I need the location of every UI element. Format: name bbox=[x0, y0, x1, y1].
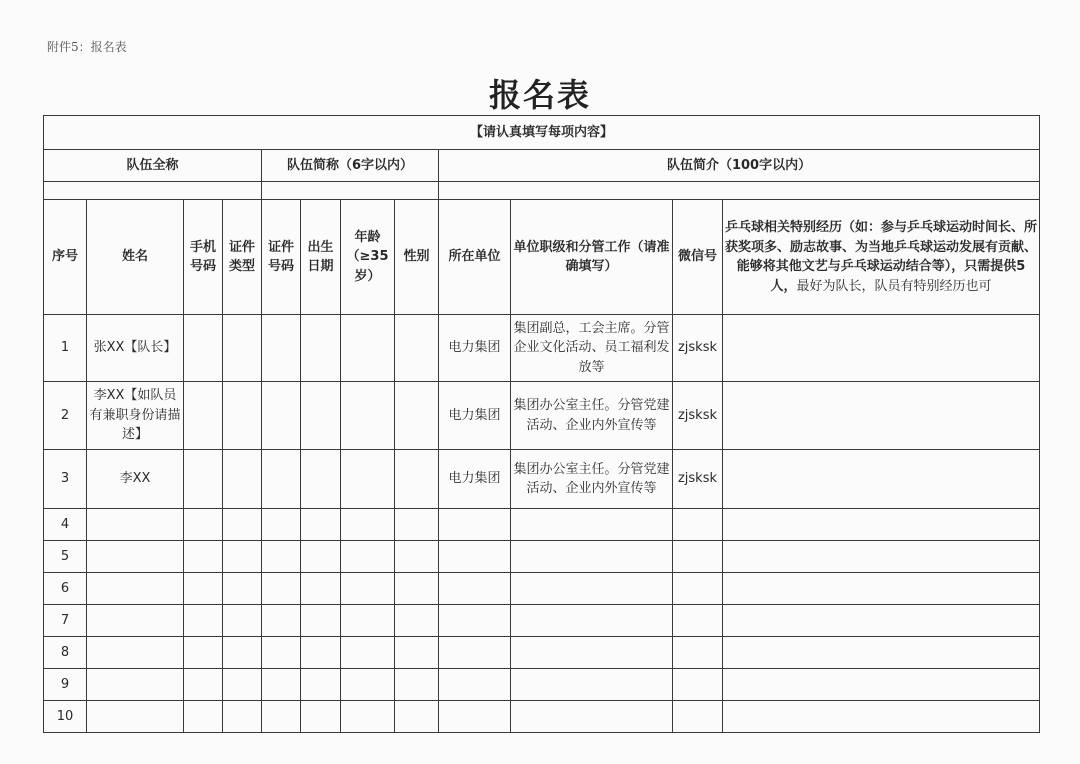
page-title: 报名表 bbox=[488, 76, 591, 114]
row-id-type[interactable] bbox=[223, 637, 262, 669]
row-name[interactable] bbox=[87, 573, 184, 605]
row-age[interactable] bbox=[341, 605, 395, 637]
attachment-label: 附件5：报名表 bbox=[47, 40, 127, 54]
table-row bbox=[44, 605, 1040, 637]
team-short-name-field[interactable] bbox=[262, 182, 439, 200]
team-intro-label: 队伍简介（100字以内） bbox=[439, 150, 1040, 182]
header-id-type: 证件类型 bbox=[223, 200, 262, 315]
header-seq: 序号 bbox=[44, 200, 87, 315]
header-age: 年龄（≥35岁） bbox=[341, 200, 395, 315]
row-position[interactable]: 集团副总，工会主席。分管企业文化活动、员工福利发放等 bbox=[511, 315, 673, 382]
table-row bbox=[44, 701, 1040, 733]
row-wechat[interactable] bbox=[673, 605, 723, 637]
row-unit[interactable]: 电力集团 bbox=[439, 382, 511, 450]
table-row bbox=[44, 573, 1040, 605]
row-dob[interactable] bbox=[301, 450, 341, 509]
row-name[interactable] bbox=[87, 637, 184, 669]
row-age[interactable] bbox=[341, 701, 395, 733]
row-seq: 9 bbox=[44, 669, 87, 701]
row-seq: 2 bbox=[44, 382, 87, 450]
row-dob[interactable] bbox=[301, 573, 341, 605]
row-name[interactable] bbox=[87, 541, 184, 573]
row-name[interactable]: 李XX bbox=[87, 450, 184, 509]
row-wechat[interactable] bbox=[673, 573, 723, 605]
row-seq: 7 bbox=[44, 605, 87, 637]
row-wechat[interactable] bbox=[673, 509, 723, 541]
row-gender[interactable] bbox=[395, 605, 439, 637]
row-id-type[interactable] bbox=[223, 509, 262, 541]
header-dob: 出生日期 bbox=[301, 200, 341, 315]
header-unit: 所在单位 bbox=[439, 200, 511, 315]
row-dob[interactable] bbox=[301, 669, 341, 701]
row-age[interactable] bbox=[341, 637, 395, 669]
row-id-no[interactable] bbox=[262, 509, 301, 541]
notice-banner: 【请认真填写每项内容】 bbox=[44, 116, 1040, 150]
row-position[interactable] bbox=[511, 605, 673, 637]
row-unit[interactable] bbox=[439, 605, 511, 637]
row-id-no[interactable] bbox=[262, 573, 301, 605]
row-seq: 6 bbox=[44, 573, 87, 605]
row-experience[interactable] bbox=[723, 382, 1040, 450]
row-id-type[interactable] bbox=[223, 450, 262, 509]
row-name[interactable]: 张XX【队长】 bbox=[87, 315, 184, 382]
row-wechat[interactable] bbox=[673, 541, 723, 573]
row-phone[interactable] bbox=[184, 637, 223, 669]
table-row bbox=[44, 509, 1040, 541]
row-name[interactable]: 李XX【如队员有兼职身份请描述】 bbox=[87, 382, 184, 450]
row-phone[interactable] bbox=[184, 382, 223, 450]
header-experience bbox=[723, 200, 1040, 315]
row-age[interactable] bbox=[341, 509, 395, 541]
header-id-no: 证件号码 bbox=[262, 200, 301, 315]
row-wechat[interactable] bbox=[673, 701, 723, 733]
row-phone[interactable] bbox=[184, 541, 223, 573]
row-seq: 5 bbox=[44, 541, 87, 573]
row-seq: 1 bbox=[44, 315, 87, 382]
row-wechat[interactable]: zjsksk bbox=[673, 315, 723, 382]
row-experience[interactable] bbox=[723, 669, 1040, 701]
row-age[interactable] bbox=[341, 541, 395, 573]
row-id-no[interactable] bbox=[262, 637, 301, 669]
row-dob[interactable] bbox=[301, 701, 341, 733]
row-id-type[interactable] bbox=[223, 669, 262, 701]
row-id-no[interactable] bbox=[262, 382, 301, 450]
row-name[interactable] bbox=[87, 509, 184, 541]
row-unit[interactable] bbox=[439, 669, 511, 701]
row-gender[interactable] bbox=[395, 382, 439, 450]
row-id-type[interactable] bbox=[223, 382, 262, 450]
row-age[interactable] bbox=[341, 382, 395, 450]
row-gender[interactable] bbox=[395, 315, 439, 382]
table-row bbox=[44, 450, 1040, 509]
row-position[interactable] bbox=[511, 669, 673, 701]
row-phone[interactable] bbox=[184, 701, 223, 733]
row-age[interactable] bbox=[341, 669, 395, 701]
row-position[interactable] bbox=[511, 701, 673, 733]
row-id-no[interactable] bbox=[262, 605, 301, 637]
row-unit[interactable]: 电力集团 bbox=[439, 315, 511, 382]
table-row bbox=[44, 315, 1040, 382]
row-experience[interactable] bbox=[723, 315, 1040, 382]
row-phone[interactable] bbox=[184, 669, 223, 701]
row-seq: 3 bbox=[44, 450, 87, 509]
table-row bbox=[44, 637, 1040, 669]
row-gender[interactable] bbox=[395, 701, 439, 733]
row-gender[interactable] bbox=[395, 669, 439, 701]
row-id-no[interactable] bbox=[262, 541, 301, 573]
team-full-name-field[interactable] bbox=[44, 182, 262, 200]
header-phone: 手机号码 bbox=[184, 200, 223, 315]
row-gender[interactable] bbox=[395, 509, 439, 541]
row-name[interactable] bbox=[87, 605, 184, 637]
header-gender: 性别 bbox=[395, 200, 439, 315]
row-unit[interactable] bbox=[439, 541, 511, 573]
row-id-type[interactable] bbox=[223, 541, 262, 573]
header-experience-note: 最好为队长，队员有特别经历也可 bbox=[796, 278, 992, 294]
row-id-type[interactable] bbox=[223, 605, 262, 637]
row-id-type[interactable] bbox=[223, 573, 262, 605]
row-id-no[interactable] bbox=[262, 450, 301, 509]
row-id-no[interactable] bbox=[262, 701, 301, 733]
row-age[interactable] bbox=[341, 573, 395, 605]
row-position[interactable] bbox=[511, 541, 673, 573]
row-experience[interactable] bbox=[723, 701, 1040, 733]
row-phone[interactable] bbox=[184, 605, 223, 637]
row-position[interactable] bbox=[511, 637, 673, 669]
row-dob[interactable] bbox=[301, 605, 341, 637]
row-position[interactable]: 集团办公室主任。分管党建活动、企业内外宣传等 bbox=[511, 382, 673, 450]
table-row bbox=[44, 382, 1040, 450]
row-phone[interactable] bbox=[184, 315, 223, 382]
table-row bbox=[44, 669, 1040, 701]
team-intro-field[interactable] bbox=[439, 182, 1040, 200]
row-dob[interactable] bbox=[301, 637, 341, 669]
header-position: 单位职级和分管工作（请准确填写） bbox=[511, 200, 673, 315]
row-unit[interactable] bbox=[439, 573, 511, 605]
row-experience[interactable] bbox=[723, 637, 1040, 669]
row-dob[interactable] bbox=[301, 382, 341, 450]
row-position[interactable] bbox=[511, 573, 673, 605]
row-experience[interactable] bbox=[723, 605, 1040, 637]
row-gender[interactable] bbox=[395, 637, 439, 669]
row-unit[interactable] bbox=[439, 701, 511, 733]
row-id-type[interactable] bbox=[223, 701, 262, 733]
row-experience[interactable] bbox=[723, 573, 1040, 605]
row-experience[interactable] bbox=[723, 541, 1040, 573]
team-full-name-label: 队伍全称 bbox=[44, 150, 262, 182]
registration-table bbox=[43, 115, 1040, 733]
row-name[interactable] bbox=[87, 669, 184, 701]
row-seq: 10 bbox=[44, 701, 87, 733]
row-dob[interactable] bbox=[301, 315, 341, 382]
table-row bbox=[44, 541, 1040, 573]
row-age[interactable] bbox=[341, 450, 395, 509]
row-dob[interactable] bbox=[301, 509, 341, 541]
row-id-type[interactable] bbox=[223, 315, 262, 382]
row-seq: 8 bbox=[44, 637, 87, 669]
row-age[interactable] bbox=[341, 315, 395, 382]
row-id-no[interactable] bbox=[262, 315, 301, 382]
row-wechat[interactable] bbox=[673, 669, 723, 701]
row-name[interactable] bbox=[87, 701, 184, 733]
row-experience[interactable] bbox=[723, 509, 1040, 541]
row-gender[interactable] bbox=[395, 450, 439, 509]
row-unit[interactable]: 电力集团 bbox=[439, 450, 511, 509]
header-name: 姓名 bbox=[87, 200, 184, 315]
row-unit[interactable] bbox=[439, 509, 511, 541]
team-short-name-label: 队伍简称（6字以内） bbox=[262, 150, 439, 182]
row-position[interactable] bbox=[511, 509, 673, 541]
row-gender[interactable] bbox=[395, 573, 439, 605]
row-wechat[interactable]: zjsksk bbox=[673, 382, 723, 450]
row-unit[interactable] bbox=[439, 637, 511, 669]
row-wechat[interactable] bbox=[673, 637, 723, 669]
row-experience[interactable] bbox=[723, 450, 1040, 509]
row-position[interactable]: 集团办公室主任。分管党建活动、企业内外宣传等 bbox=[511, 450, 673, 509]
row-dob[interactable] bbox=[301, 541, 341, 573]
row-phone[interactable] bbox=[184, 450, 223, 509]
row-phone[interactable] bbox=[184, 509, 223, 541]
row-phone[interactable] bbox=[184, 573, 223, 605]
row-id-no[interactable] bbox=[262, 669, 301, 701]
header-experience-bold: 乒乓球相关特别经历（如：参与乒乓球运动时间长、所获奖项多、励志故事、为当地乒乓球运动发展有贡献、能够将其他文艺与乒乓球运动结合等），只需提供5人， bbox=[725, 220, 1038, 294]
row-seq: 4 bbox=[44, 509, 87, 541]
row-wechat[interactable]: zjsksk bbox=[673, 450, 723, 509]
header-wechat: 微信号 bbox=[673, 200, 723, 315]
row-gender[interactable] bbox=[395, 541, 439, 573]
